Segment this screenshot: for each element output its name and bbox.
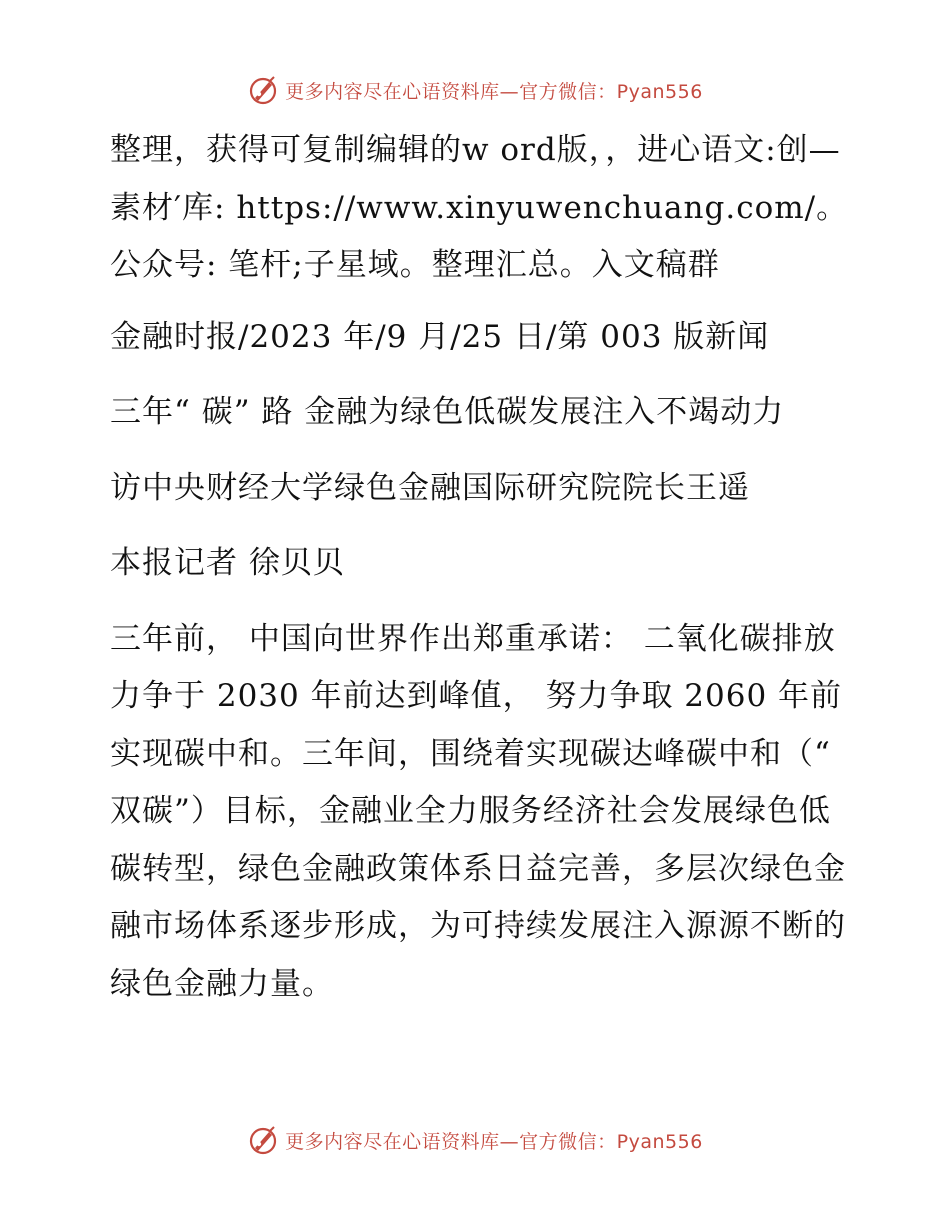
- header-watermark-banner: [0, 70, 950, 110]
- intro-paragraph: 整理，获得可复制编辑的w ord版，，进心语文:创—素材′库: https://www.xinyuwenchuang.com/。公众号: 笔杆;子星域。整理汇总。入文稿群: [110, 132, 849, 283]
- watermark-separator: —: [499, 80, 520, 103]
- footer-watermark-banner: [0, 1120, 950, 1160]
- byline: 本报记者 徐贝贝: [110, 545, 345, 581]
- watermark-prefix: 更多内容尽在心语资料库: [285, 1130, 500, 1153]
- watermark-suffix: 官方微信：Pyan556: [519, 1130, 703, 1153]
- watermark-prefix: 更多内容尽在心语资料库: [285, 80, 500, 103]
- watermark-suffix: 官方微信：Pyan556: [519, 80, 703, 103]
- body-paragraph: 三年前， 中国向世界作出郑重承诺： 二氧化碳排放力争于 2030 年前达到峰值， 努力争取 2060 年前实现碳中和。三年间，围绕着实现碳达峰碳中和（“ 双碳”）目标，金融业全力服务经济社会发展绿色低碳转型，绿色金融政策体系日益完善，多层次绿色金融市场体系逐步形成，为可持续发展注入源源不断的绿色金融力量。: [110, 620, 846, 1002]
- quill-seal-icon: [247, 74, 279, 106]
- watermark-separator: —: [499, 1130, 520, 1153]
- document-body: [98, 122, 858, 1031]
- article-subtitle: 访中央财经大学绿色金融国际研究院院长王遥: [110, 469, 750, 506]
- watermark-text: [285, 77, 703, 104]
- source-line: 金融时报/2023 年/9 月/25 日/第 003 版新闻: [110, 318, 770, 355]
- article-title: 三年“ 碳” 路 金融为绿色低碳发展注入不竭动力: [110, 394, 785, 430]
- quill-seal-icon: [247, 1124, 279, 1156]
- watermark-text: [285, 1127, 703, 1154]
